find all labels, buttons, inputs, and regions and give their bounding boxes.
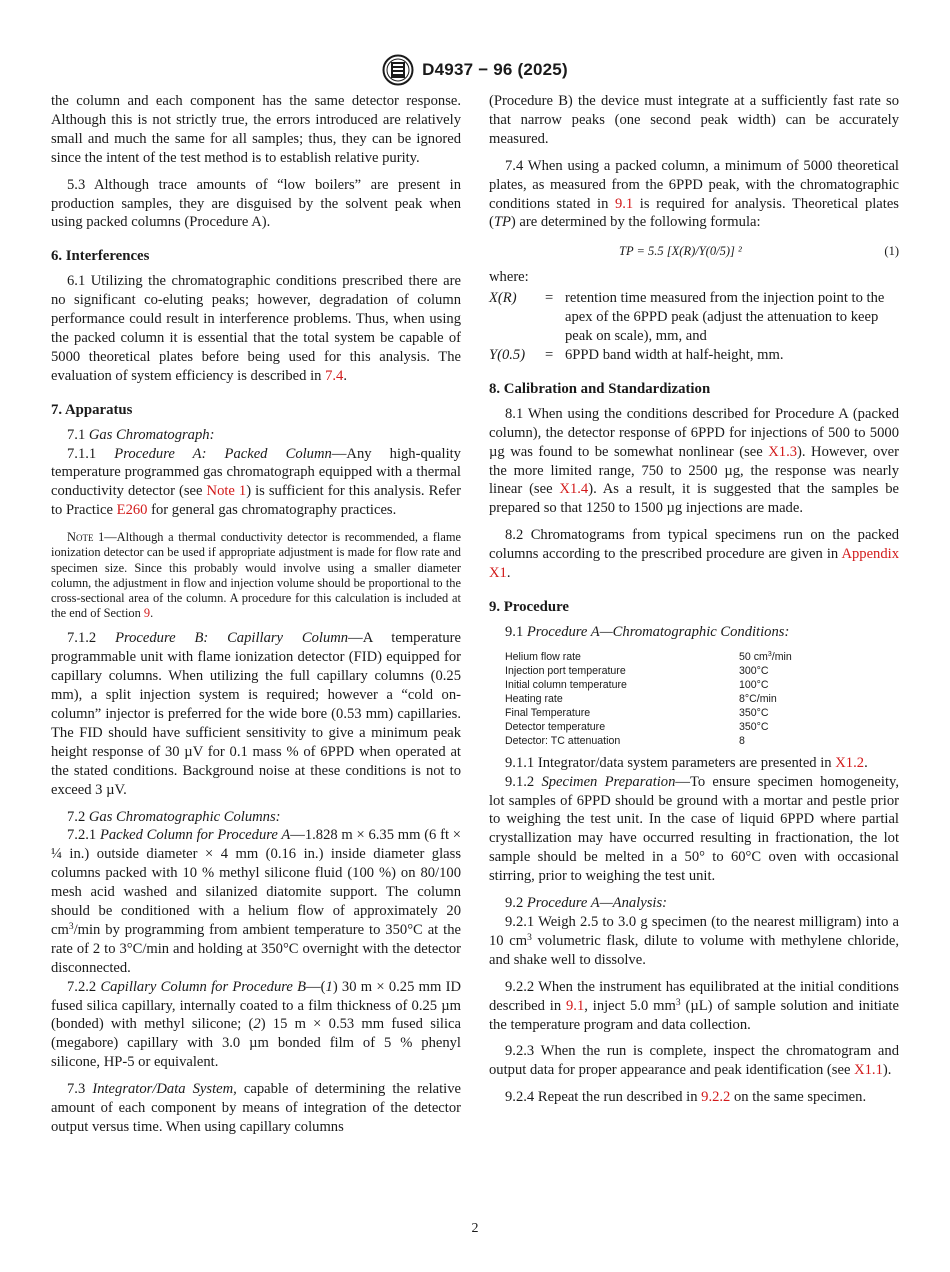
link-9-2-2[interactable]: 9.2.2 xyxy=(701,1089,731,1106)
section-heading-6: 6. Interferences xyxy=(51,248,150,265)
link-x1-2[interactable]: X1.2 xyxy=(835,754,865,771)
paragraph-7-1-2: 7.1.2 Procedure B: Capillary Column—A temperature programmable unit with flame ionization detector (FID) equipped for capillary columns. When utilizing the full capillary columns (0.25 mm), a split injection system is required; however a “cold on-column” injector is preferred for the wide bore (0.53 mm) capillaries. The FID should have sufficient sensitivity to give a minimum peak height response of 30 µV for 0.1 mass % of 6PPD when operated at the stated conditions. Background noise at these conditions is not to exceed 3 µV. xyxy=(51,630,461,798)
paragraph-7-2: 7.2 Gas Chromatographic Columns: xyxy=(67,808,281,825)
paragraph-7-2-2: 7.2.2 Capillary Column for Procedure B—(1) 30 m × 0.25 mm ID fused silica capillary, internally coated to a film thickness of 0.25 µm (bonded) with methyl silicone; (2) 15 m × 0.53 mm fused silica (megabore) capillary with 3.0 µm bonded film of 5 % phenyl silicone, HP-5 or equivalent. xyxy=(51,978,461,1071)
paragraph-7-2-1: 7.2.1 Packed Column for Procedure A—1.828 m × 6.35 mm (6 ft × ¼ in.) outside diameter × 4 mm (0.16 in.) inside diameter glass columns packed with 10 % methyl silicone fluid (100 %) on 80/100 mesh acid washed and silanized diatomite support. The column should be conditioned with a helium flow of approximately 20 $cm^3/\min$ by programming from ambient temperature to 350°C at the rate of 2 to 3°C/min and holding at 350°C overnight with the detector disconnected. xyxy=(51,827,461,976)
paragraph-9-1-1: 9.1.1 Integrator/data system parameters are presented in X1.2. xyxy=(505,754,868,771)
equation-body: TP = 5.5 [X(R)/Y(0/5)] ² xyxy=(619,244,742,259)
condition-row: Detector temperature 350°C xyxy=(505,720,769,733)
paragraph-6-1: 6.1 Utilizing the chromatographic conditions prescribed there are no significant co-eluting peaks; however, degradation of column performance could result in interference problems. Thus, when using the packed column it is essential that the total system be capable of 5000 theoretical plates before being used for this analysis. The evaluation of system efficiency is described in 7.4. xyxy=(51,273,461,384)
link-appendix-x1[interactable]: Appendix X1 xyxy=(489,546,899,582)
section-heading-9: 9. Procedure xyxy=(489,598,569,615)
link-7-4[interactable]: 7.4 xyxy=(325,367,344,384)
link-section-9[interactable]: 9 xyxy=(143,606,151,621)
astm-logo-icon xyxy=(382,54,414,86)
definition-xr: X(R) = retention time measured from the injection point to the apex of the 6PPD peak (adjust the attenuation to keep peak on scale), mm, and xyxy=(489,290,885,345)
condition-row: Helium flow rate 50 $cm^3/\min$ xyxy=(505,650,792,663)
paragraph-8-2: 8.2 Chromatograms from typical specimens run on the packed columns according to the prescribed procedure are given in Appendix X1. xyxy=(489,527,899,582)
paragraph-9-1: 9.1 Procedure A—Chromatographic Conditions: xyxy=(505,623,790,640)
link-x1-4[interactable]: X1.4 xyxy=(559,481,589,498)
condition-row: Final Temperature 350°C xyxy=(505,706,769,719)
left-column xyxy=(51,92,461,1137)
equation-1 xyxy=(489,242,899,260)
paragraph-9-2-3: 9.2.3 When the run is complete, inspect the chromatogram and output data for proper appearance and peak identification (see X1.1). xyxy=(489,1043,899,1079)
paragraph-7-3-continued: (Procedure B) the device must integrate at a sufficiently fast rate so that narrow peaks (one second peak width) can be accurately measured. xyxy=(489,93,899,147)
link-note-1[interactable]: Note 1 xyxy=(206,483,247,500)
page-number: 2 xyxy=(471,1221,479,1236)
condition-row: Initial column temperature 100°C xyxy=(505,678,769,691)
note-1: Note 1—Although a thermal conductivity detector is recommended, a flame ionization detector can be used if appropriate adjustment is made for flow rate and specimen size. Since this probably would involve using a smaller diameter column, the adjustment in flow and injection volume should be proportional to the cross-sectional area of the column. A procedure for this calculation is included at the end of Section 9. xyxy=(51,530,461,621)
paragraph-7-1-1: 7.1.1 Procedure A: Packed Column—Any high-quality temperature programmed gas chromatograph equipped with a thermal conductivity detector (see Note 1) is sufficient for this analysis. Refer to Practice E260 for general gas chromatography practices. xyxy=(51,445,462,519)
paragraph-9-1-2: 9.1.2 Specimen Preparation—To ensure specimen homogeneity, lot samples of 6PPD should be ground with a mortar and pestle prior to weighing the test unit. In the case of liquid 6PPD where partial crystallization may have occurred resulting in fractionation, the lot sample should be melted in a 50° to 60°C oven with occasional stirring, prior to weighing the test unit. xyxy=(489,773,900,885)
link-e260[interactable]: E260 xyxy=(116,502,148,519)
section-heading-8: 8. Calibration and Standardization xyxy=(489,380,711,397)
paragraph-8-1: 8.1 When using the conditions described for Procedure A (packed column), the detector response of 6PPD for injections of 500 to 5000 µg was found to be somewhat nonlinear (see X1.3). However, over the more limited range, 750 to 2500 µg, the response was nearly linear (see X1.4). As a result, it is suggested that the samples be prepared so that 1250 to 1500 µg injections are made. xyxy=(489,405,899,517)
paragraph-9-2-4: 9.2.4 Repeat the run described in 9.2.2 on the same specimen. xyxy=(505,1089,867,1106)
conditions-table xyxy=(505,650,899,748)
paragraph-9-2-1: 9.2.1 Weigh 2.5 to 3.0 g specimen (to the nearest milligram) into a 10 $cm^3$ volumetric flask, dilute to volume with methylene chloride, and shake well to dissolve. xyxy=(489,914,899,968)
paragraph-5-3: 5.3 Although trace amounts of “low boilers” are present in production samples, they are disguised by the solvent peak when using packed columns (Procedure A). xyxy=(51,176,461,231)
page-header xyxy=(0,54,950,86)
document-designation: D4937 − 96 (2025) xyxy=(422,60,568,79)
condition-row: Heating rate 8°C/min xyxy=(505,692,777,705)
link-9-1[interactable]: 9.1 xyxy=(614,195,634,212)
link-x1-3[interactable]: X1.3 xyxy=(768,443,798,460)
link-9-1-b[interactable]: 9.1 xyxy=(566,997,585,1014)
link-x1-1[interactable]: X1.1 xyxy=(854,1062,883,1079)
definitions-list xyxy=(489,289,899,365)
paragraph-7-4: 7.4 When using a packed column, a minimum of 5000 theoretical plates, as measured from the 6PPD peak, with the chromatographic conditions stated in 9.1 is required for analysis. Theoretical plates (TP) are determined by the following formula: xyxy=(489,157,899,231)
condition-row: Injection port temperature 300°C xyxy=(505,664,769,677)
paragraph-7-3: 7.3 Integrator/Data System, capable of determining the relative amount of each component by means of integration of the detector output versus time. When using capillary columns xyxy=(51,1081,462,1135)
definition-y05: Y(0.5) = 6PPD band width at half-height, mm. xyxy=(489,346,784,363)
condition-row: Detector: TC attenuation 8 xyxy=(505,734,745,747)
section-heading-7: 7. Apparatus xyxy=(51,401,133,418)
paragraph-9-2: 9.2 Procedure A—Analysis: xyxy=(505,895,667,912)
equation-number: (1) xyxy=(884,244,899,259)
paragraph-5-2-continued: the column and each component has the same detector response. Although this is not strictly true, the errors introduced are relatively small and much the same for all samples; thus, they can be ignored since the intent of the test method is to establish relative purity. xyxy=(51,93,461,166)
paragraph-7-1: 7.1 Gas Chromatograph: xyxy=(67,426,215,443)
where-label: where: xyxy=(489,269,529,286)
right-column xyxy=(489,92,899,1107)
paragraph-9-2-2: 9.2.2 When the instrument has equilibrated at the initial conditions described in 9.1, inject 5.0 $mm^3$ (µL) of sample solution and initiate the temperature program and data collection. xyxy=(489,978,899,1033)
